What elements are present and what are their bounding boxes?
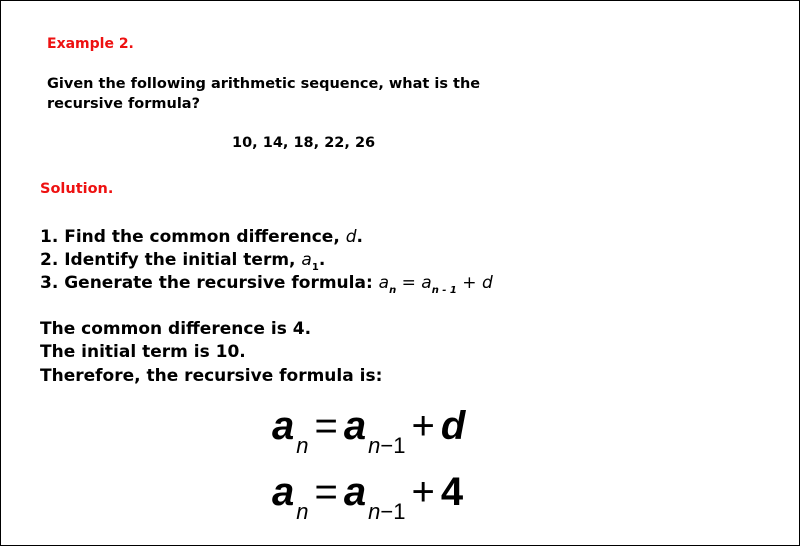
step-1-text: 1. Find the common difference, xyxy=(40,227,346,247)
formula-general-plus: + xyxy=(411,404,435,448)
formula-specific-sub-n: n xyxy=(296,499,309,524)
step-3-plus: + xyxy=(456,273,482,293)
question-line-2: recursive formula? xyxy=(47,96,201,112)
step-3-a2: a xyxy=(421,273,432,293)
formula-general-sub-n-var: n xyxy=(368,433,381,458)
step-3-d: d xyxy=(481,273,493,293)
step-3-sub-n-minus-1: n - 1 xyxy=(431,285,457,296)
formula-general-sub-n: n xyxy=(296,433,309,458)
formula-specific-value: 4 xyxy=(440,470,464,514)
formula-specific-a2: a xyxy=(343,470,367,514)
example-label: Example 2. xyxy=(47,36,134,52)
step-3-a: a xyxy=(378,273,390,293)
step-3-sub-n: n xyxy=(389,285,397,296)
formula-general xyxy=(272,404,466,458)
formula-general-d: d xyxy=(440,404,466,448)
formula-specific-sub-n-var: n xyxy=(368,499,381,524)
formula-specific xyxy=(272,470,464,524)
solution-label: Solution. xyxy=(40,181,114,197)
step-2-text: 2. Identify the initial term, xyxy=(40,250,302,270)
formula-specific-sub-minus-1: −1 xyxy=(380,499,406,524)
formula-specific-equals: = xyxy=(314,470,338,514)
conclusion-line-3: Therefore, the recursive formula is: xyxy=(40,366,383,386)
conclusion-line-1: The common difference is 4. xyxy=(40,319,312,339)
formula-specific-plus: + xyxy=(411,470,435,514)
step-2-end: . xyxy=(318,250,326,270)
question-line-1: Given the following arithmetic sequence, what is the xyxy=(47,76,481,92)
formula-general-equals: = xyxy=(314,404,338,448)
step-2-subscript: 1 xyxy=(311,262,319,273)
formula-general-a2: a xyxy=(343,404,367,448)
sequence: 10, 14, 18, 22, 26 xyxy=(232,135,376,151)
step-2-variable: a xyxy=(301,250,312,270)
step-2 xyxy=(40,250,326,273)
step-3-equals: = xyxy=(396,273,422,293)
step-1-end: . xyxy=(356,227,363,247)
formula-specific-a: a xyxy=(272,470,295,514)
step-1-variable: d xyxy=(345,227,357,247)
step-3 xyxy=(40,273,493,296)
step-1 xyxy=(40,227,363,247)
conclusion-line-2: The initial term is 10. xyxy=(40,342,246,362)
formula-general-a: a xyxy=(272,404,295,448)
step-3-text: 3. Generate the recursive formula: xyxy=(40,273,379,293)
formula-general-sub-minus-1: −1 xyxy=(380,433,406,458)
